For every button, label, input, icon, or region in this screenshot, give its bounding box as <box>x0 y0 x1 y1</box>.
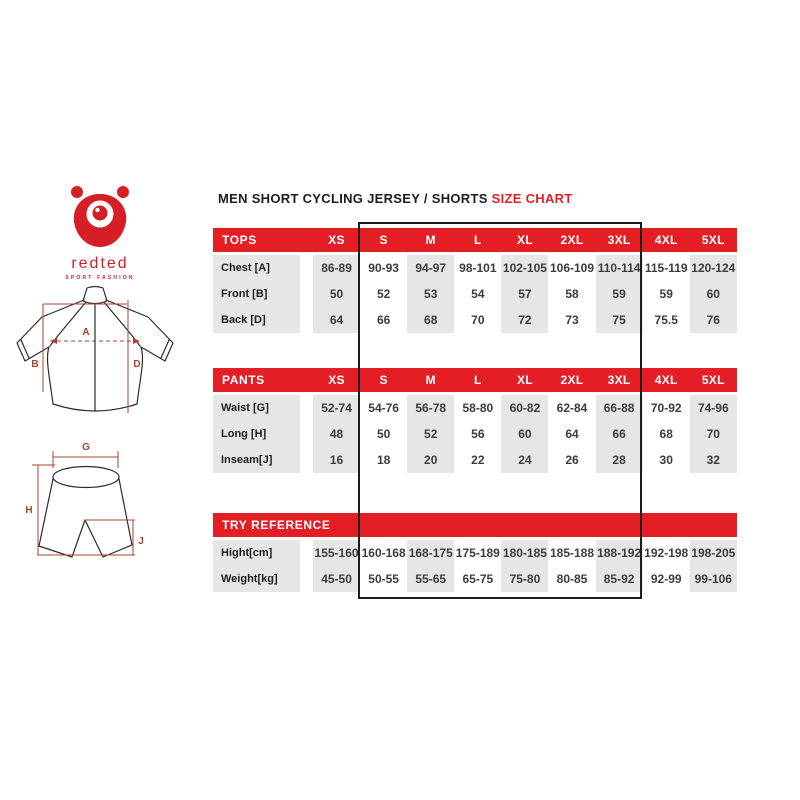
size-value: 60-82 <box>501 395 548 421</box>
size-value: 57 <box>501 281 548 307</box>
size-value: 99-106 <box>690 566 737 592</box>
tops-header-label: TOPS <box>222 233 257 247</box>
size-value: 60 <box>501 421 548 447</box>
tops-table-header <box>213 228 737 252</box>
size-value: 48 <box>313 421 360 447</box>
size-column-header: XL <box>516 233 533 247</box>
size-value: 62-84 <box>556 401 588 415</box>
size-value: 50-55 <box>368 572 399 586</box>
jersey-label-a: A <box>82 327 90 338</box>
size-value: 59 <box>596 281 643 307</box>
size-value: 65-75 <box>462 572 494 586</box>
shorts-label-g: G <box>82 442 90 453</box>
tryref-header-label: TRY REFERENCE <box>222 518 331 532</box>
jersey-label-d: D <box>133 359 141 370</box>
page-title-black: MEN SHORT CYCLING JERSEY / SHORTS <box>218 191 492 206</box>
brand-logo <box>52 183 148 281</box>
size-column-header: 3XL <box>607 373 631 387</box>
size-value: 26 <box>565 453 579 467</box>
size-value: 106-109 <box>549 261 595 275</box>
size-value: 22 <box>471 453 485 467</box>
size-value: 56 <box>471 427 485 441</box>
tops-size-table <box>213 228 737 333</box>
size-value: 76 <box>690 307 737 333</box>
page-title-red: SIZE CHART <box>491 191 573 206</box>
jersey-measurement-diagram <box>12 284 187 424</box>
row-label: Hight[cm] <box>213 540 313 566</box>
size-value: 180-185 <box>501 540 548 566</box>
row-label: Chest [A] <box>213 255 313 281</box>
size-column-header: 2XL <box>560 373 584 387</box>
brand-tagline: SPORT FASHION <box>65 275 135 281</box>
size-value: 73 <box>565 313 579 327</box>
pants-size-table <box>213 368 737 473</box>
size-value: 58-80 <box>462 401 494 415</box>
page-title <box>218 191 573 206</box>
size-value: 86-89 <box>313 255 360 281</box>
size-value: 16 <box>313 447 360 473</box>
size-value: 53 <box>407 281 454 307</box>
size-value: 74-96 <box>690 395 737 421</box>
size-column-header: 5XL <box>701 233 725 247</box>
size-value: 52 <box>407 421 454 447</box>
size-column-header: 4XL <box>654 233 678 247</box>
size-value: 60 <box>690 281 737 307</box>
tops-table-body <box>213 252 737 333</box>
size-value: 66 <box>596 421 643 447</box>
try-reference-table <box>213 513 737 592</box>
size-value: 32 <box>690 447 737 473</box>
row-label: Waist [G] <box>213 395 313 421</box>
size-value: 24 <box>501 447 548 473</box>
table-row <box>213 566 737 592</box>
size-value: 68 <box>407 307 454 333</box>
size-value: 92-99 <box>650 572 682 586</box>
size-value: 98-101 <box>459 261 497 275</box>
size-value: 70 <box>471 313 485 327</box>
size-column-header: 5XL <box>701 373 725 387</box>
size-value: 70 <box>690 421 737 447</box>
size-value: 59 <box>659 287 673 301</box>
size-value: 66 <box>376 313 391 327</box>
size-value: 175-189 <box>455 546 500 560</box>
shorts-label-h: H <box>25 505 33 516</box>
size-value: 18 <box>376 453 391 467</box>
size-value: 72 <box>501 307 548 333</box>
size-value: 198-205 <box>690 540 737 566</box>
shorts-label-j: J <box>138 536 144 547</box>
size-value: 54 <box>471 287 485 301</box>
size-value: 66-88 <box>596 395 643 421</box>
size-value: 50 <box>313 281 360 307</box>
table-row <box>213 395 737 421</box>
size-value: 52 <box>376 287 391 301</box>
pants-table-header <box>213 368 737 392</box>
brand-wordmark: redted <box>71 255 129 272</box>
size-value: 155-160 <box>313 540 360 566</box>
size-column-header: L <box>474 233 482 247</box>
size-value: 120-124 <box>690 255 737 281</box>
size-value: 55-65 <box>407 566 454 592</box>
size-value: 185-188 <box>549 546 595 560</box>
table-row <box>213 421 737 447</box>
size-value: 30 <box>659 453 673 467</box>
size-column-header: S <box>379 373 388 387</box>
size-value: 168-175 <box>407 540 454 566</box>
size-value: 94-97 <box>407 255 454 281</box>
row-label: Long [H] <box>213 421 313 447</box>
table-row <box>213 540 737 566</box>
size-value: 85-92 <box>596 566 643 592</box>
row-label: Inseam[J] <box>213 447 313 473</box>
size-column-header: XS <box>328 233 345 247</box>
size-value: 75 <box>596 307 643 333</box>
size-value: 80-85 <box>556 572 588 586</box>
size-value: 115-119 <box>644 261 688 275</box>
table-row <box>213 281 737 307</box>
row-label: Front [B] <box>213 281 313 307</box>
size-value: 102-105 <box>501 255 548 281</box>
size-value: 160-168 <box>361 546 406 560</box>
row-label: Back [D] <box>213 307 313 333</box>
size-column-header: 2XL <box>560 233 584 247</box>
size-column-header: S <box>379 233 388 247</box>
bear-icon <box>62 183 138 249</box>
size-value: 58 <box>565 287 579 301</box>
size-value: 188-192 <box>596 540 643 566</box>
table-row <box>213 307 737 333</box>
size-value: 75.5 <box>654 313 678 327</box>
size-value: 50 <box>376 427 391 441</box>
size-column-header: 3XL <box>607 233 631 247</box>
size-column-header: 4XL <box>654 373 678 387</box>
size-column-header: L <box>474 373 482 387</box>
size-value: 64 <box>565 427 579 441</box>
size-value: 192-198 <box>644 546 689 560</box>
size-value: 54-76 <box>368 401 399 415</box>
size-value: 90-93 <box>368 261 399 275</box>
pants-header-label: PANTS <box>222 373 265 387</box>
shorts-measurement-diagram <box>15 434 180 584</box>
size-column-header: XL <box>516 373 533 387</box>
size-value: 56-78 <box>407 395 454 421</box>
try-reference-table-header <box>213 513 737 537</box>
size-column-header: XS <box>328 373 345 387</box>
size-value: 45-50 <box>313 566 360 592</box>
size-value: 70-92 <box>650 401 682 415</box>
pants-table-body <box>213 392 737 473</box>
row-label: Weight[kg] <box>213 566 313 592</box>
size-column-header: M <box>425 373 436 387</box>
jersey-label-b: B <box>31 359 39 370</box>
size-value: 52-74 <box>313 395 360 421</box>
size-value: 110-114 <box>596 255 643 281</box>
size-value: 68 <box>659 427 673 441</box>
size-value: 75-80 <box>501 566 548 592</box>
table-row <box>213 447 737 473</box>
try-reference-table-body <box>213 537 737 592</box>
size-value: 28 <box>596 447 643 473</box>
size-value: 64 <box>313 307 360 333</box>
table-row <box>213 255 737 281</box>
size-value: 20 <box>407 447 454 473</box>
size-column-header: M <box>425 233 436 247</box>
